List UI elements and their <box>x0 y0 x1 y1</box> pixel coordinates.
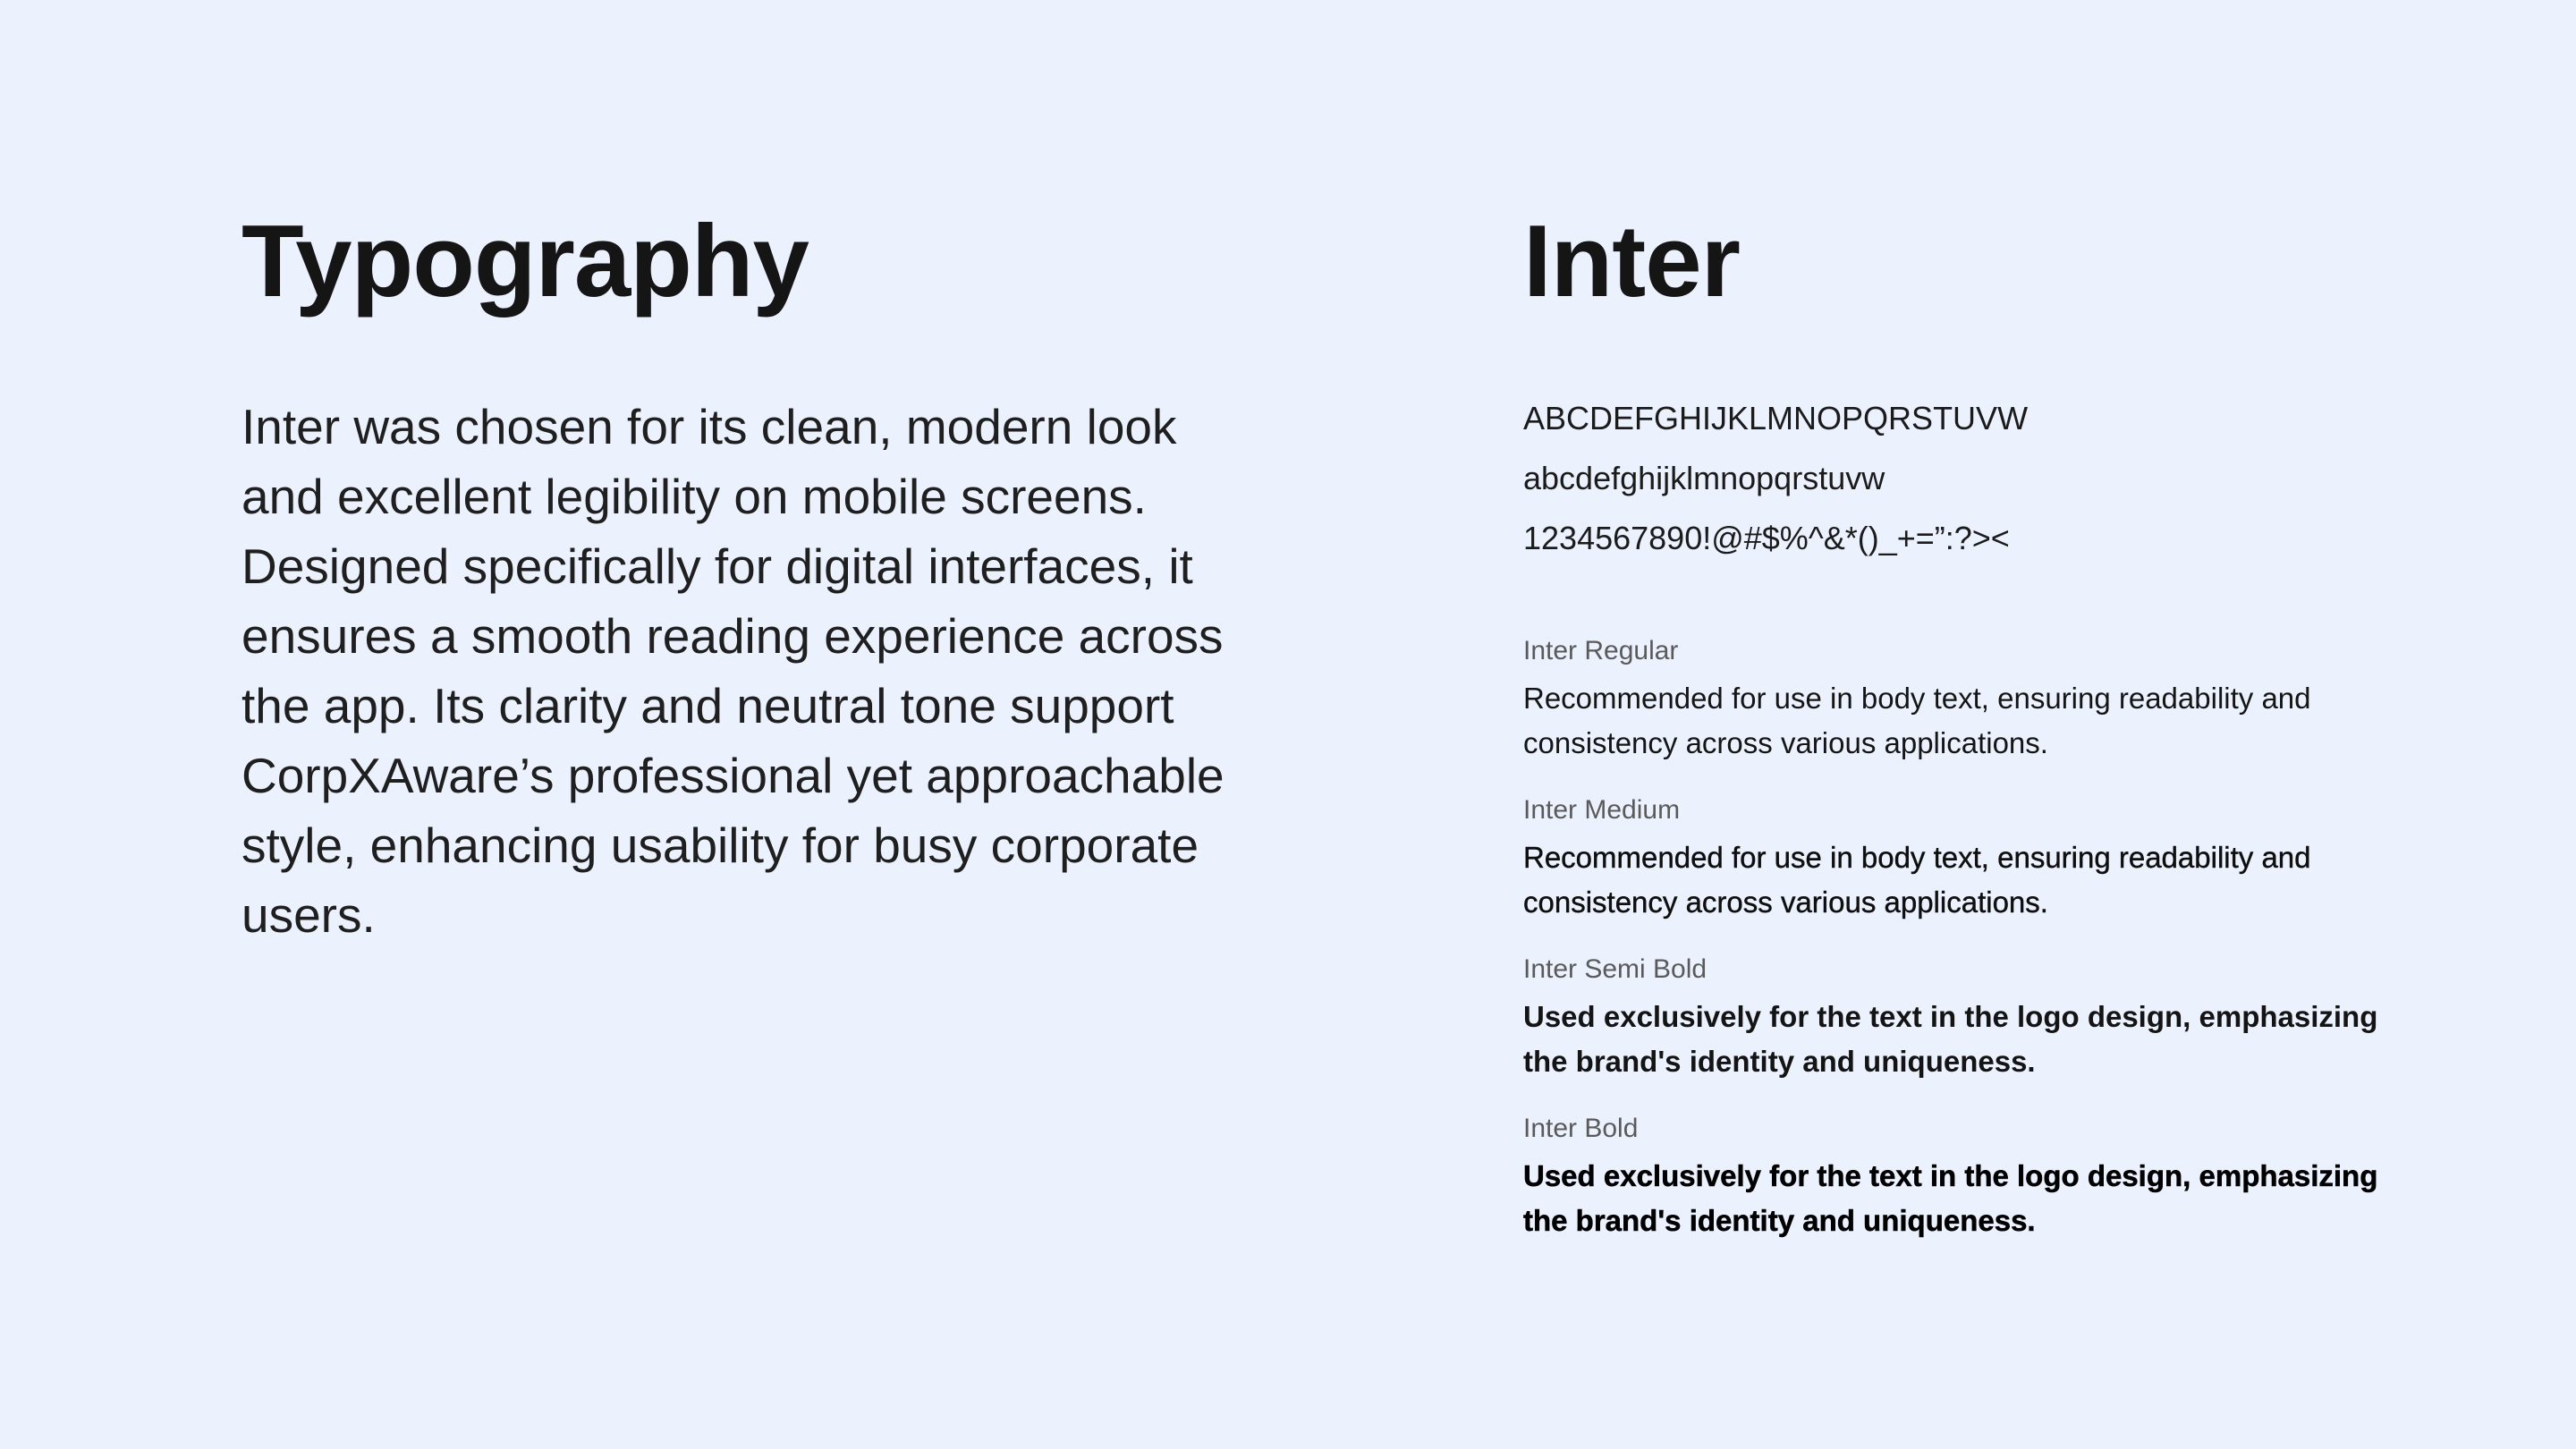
weight-item-bold <box>1523 1111 2382 1270</box>
weight-name-medium: Inter Medium <box>1523 795 1681 825</box>
weight-name-regular: Inter Regular <box>1523 636 1679 665</box>
lowercase-glyphs: abcdefghijklmnopqrstuvw <box>1523 460 1885 496</box>
number-symbol-glyphs: 1234567890!@#$%^&*()_+=”:?>< <box>1523 520 2010 556</box>
weight-name-semibold: Inter Semi Bold <box>1523 954 1707 984</box>
weight-item-regular <box>1523 633 2382 792</box>
font-name-title: Inter <box>1523 205 1741 318</box>
glyph-specimen <box>1523 388 2382 568</box>
weight-name-bold: Inter Bold <box>1523 1114 1639 1143</box>
weight-item-semibold <box>1523 952 2382 1111</box>
font-weights-list <box>1523 633 2382 1270</box>
page-title: Typography <box>242 205 809 318</box>
typography-description: Inter was chosen for its clean, modern look and excellent legibility on mobile screens. Designed specifically for digital interfaces, it ensures a smooth reading experience across the app. Its clarity and neutral tone support CorpXAware’s professional yet approachable style, enhancing usability for busy corporate users. <box>242 399 1224 943</box>
typography-intro-section <box>242 204 1279 943</box>
weight-item-medium <box>1523 792 2382 952</box>
uppercase-glyphs: ABCDEFGHIJKLMNOPQRSTUVW <box>1523 400 2029 436</box>
weight-description-semibold: Used exclusively for the text in the logo design, emphasizing the brand's identity and uniqueness. <box>1523 1000 2378 1078</box>
weight-description-medium: Recommended for use in body text, ensuring readability and consistency across various applications. <box>1523 841 2311 919</box>
weight-description-regular: Recommended for use in body text, ensuring readability and consistency across various applications. <box>1523 682 2311 759</box>
weight-description-bold: Used exclusively for the text in the logo design, emphasizing the brand's identity and uniqueness. <box>1523 1159 2378 1237</box>
font-specimen-section <box>1523 204 2382 1237</box>
